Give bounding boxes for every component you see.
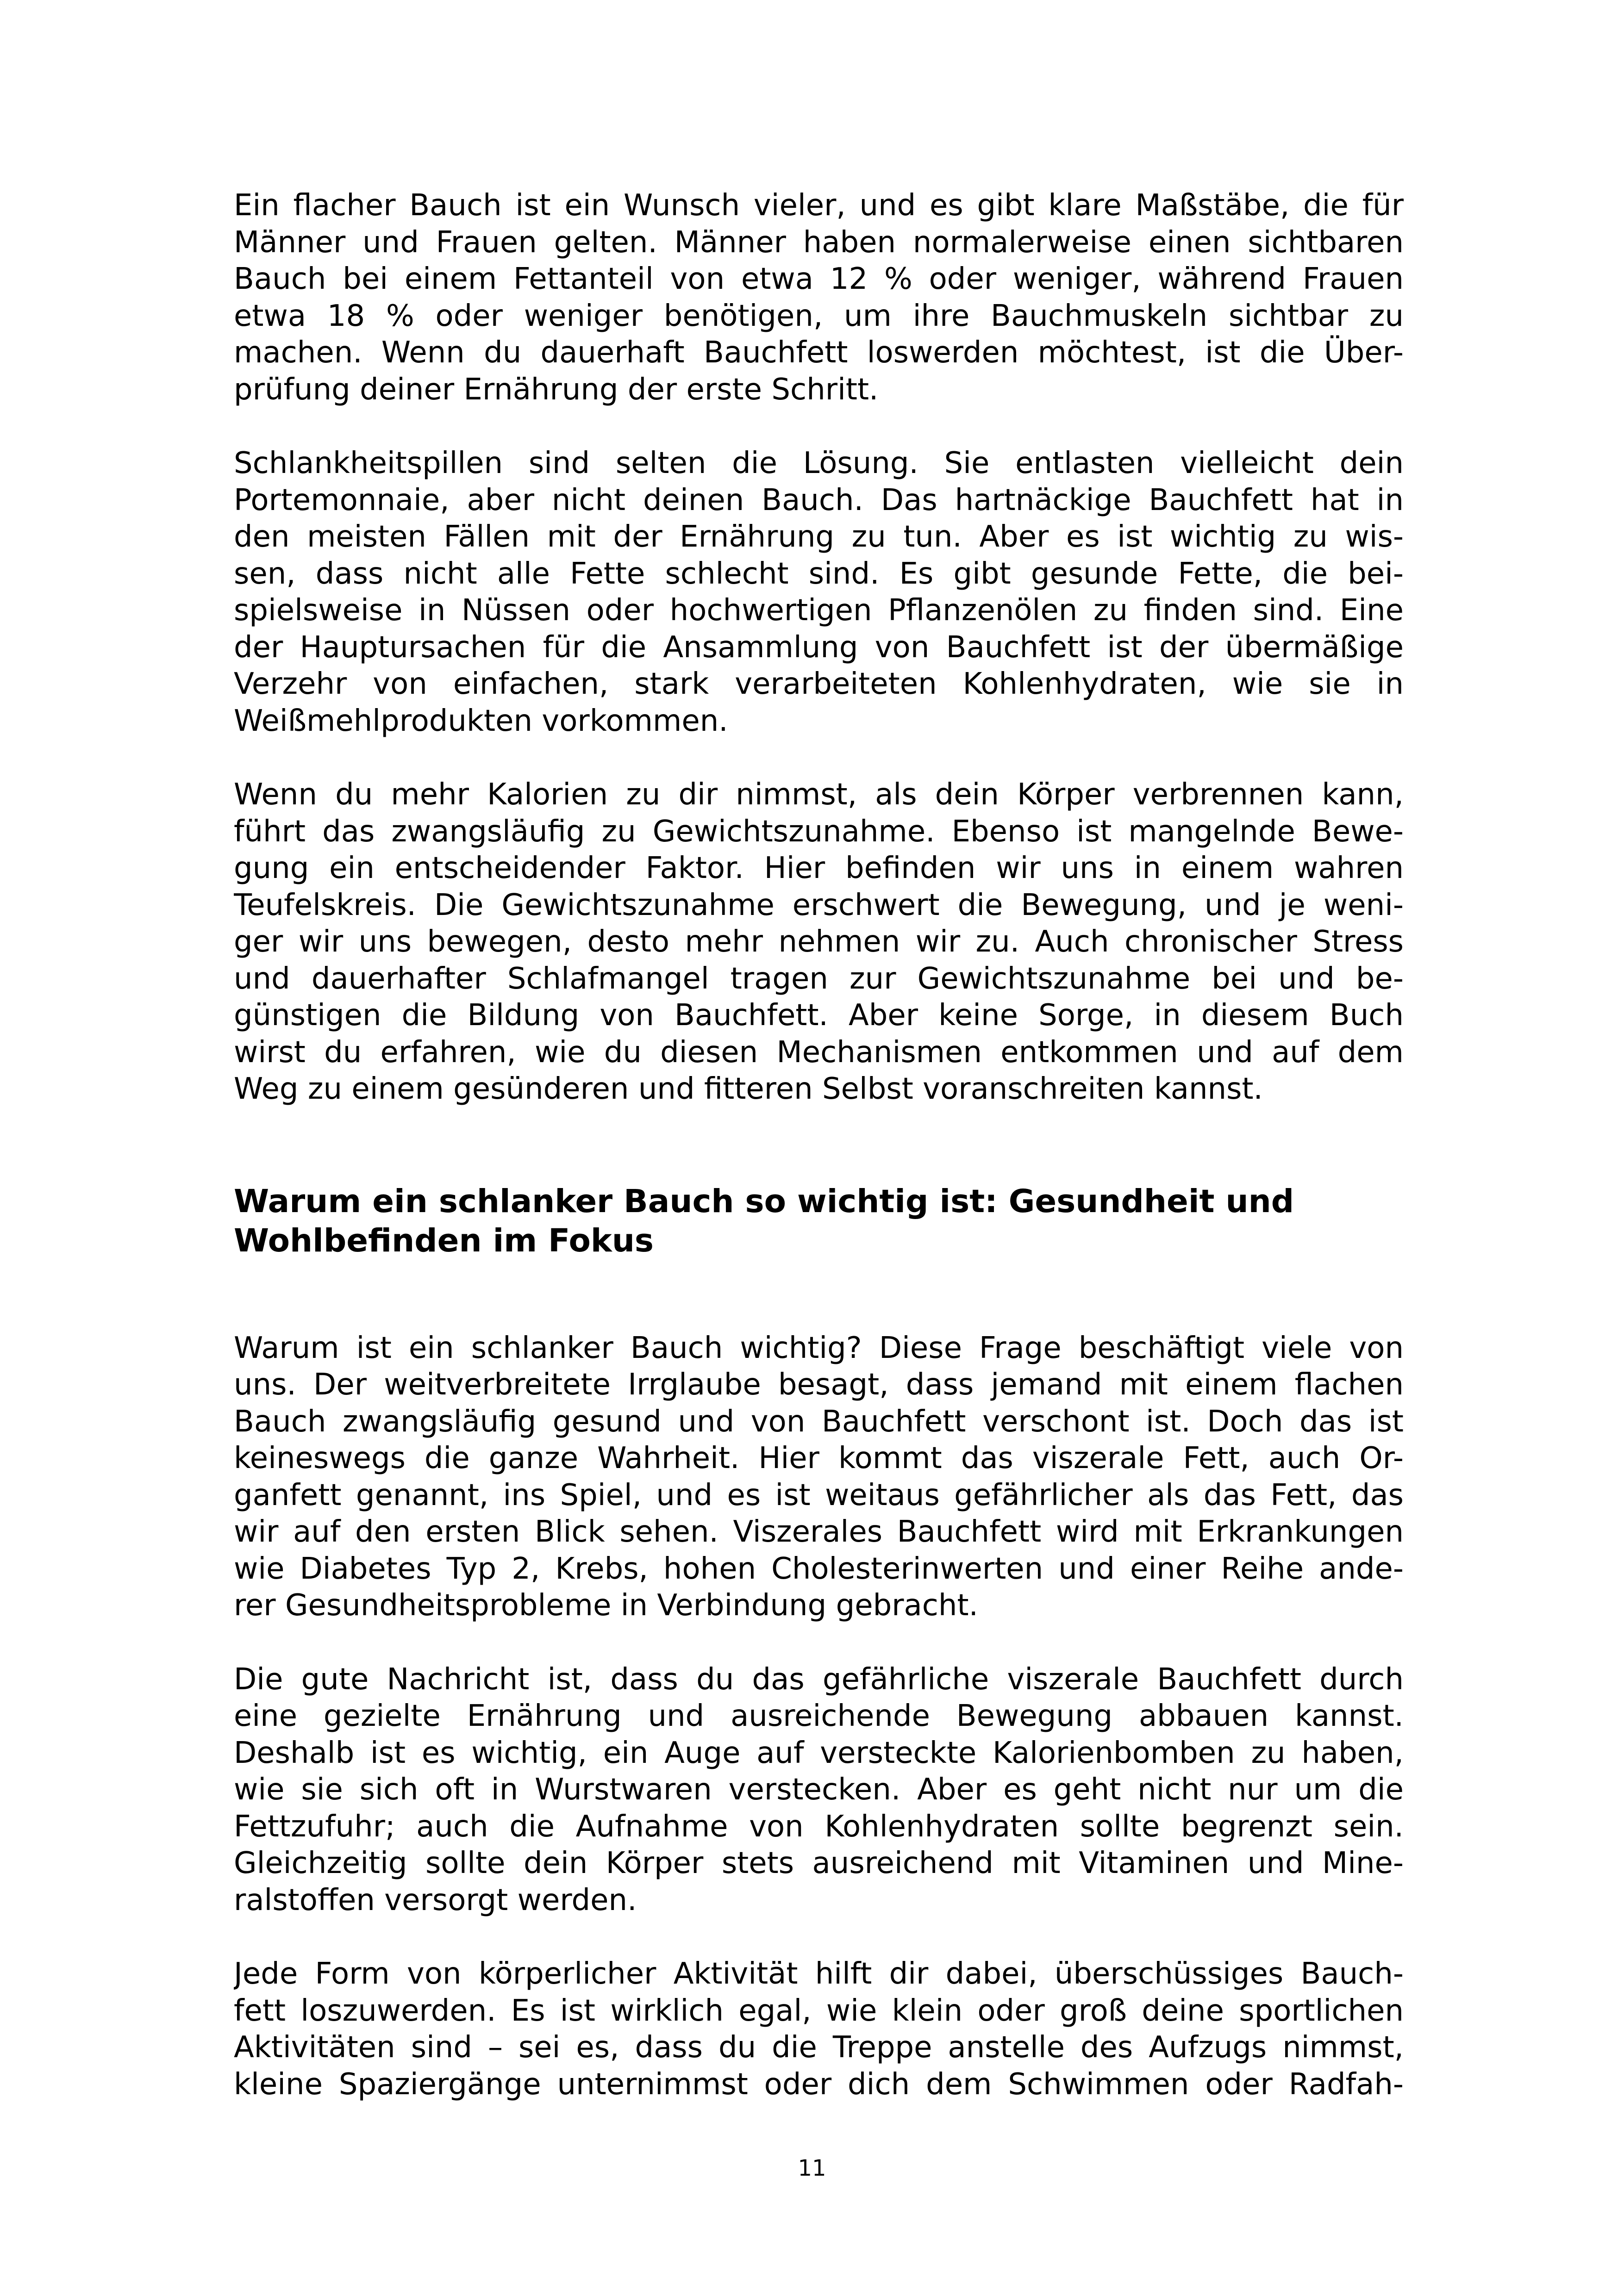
- text-line: wirst du erfahren, wie du diesen Mechanismen entkommen und auf dem: [234, 1035, 1404, 1070]
- section-heading: [234, 1182, 1404, 1261]
- text-line: Bauch zwangsläufig gesund und von Bauchfett verschont ist. Doch das ist: [234, 1404, 1404, 1439]
- paragraph-why-slim: [234, 1330, 1404, 1624]
- text-line: wie Diabetes Typ 2, Krebs, hohen Cholesterinwerten und einer Reihe ande-: [234, 1551, 1404, 1586]
- text-line: Verzehr von einfachen, stark verarbeiteten Kohlenhydraten, wie sie in: [234, 667, 1404, 701]
- text-line: Gleichzeitig sollte dein Körper stets ausreichend mit Vitaminen und Mine-: [234, 1846, 1404, 1880]
- text-line: fett loszuwerden. Es ist wirklich egal, wie klein oder groß deine sportlichen: [234, 1993, 1404, 2028]
- text-line: keineswegs die ganze Wahrheit. Hier kommt das viszerale Fett, auch Or-: [234, 1441, 1404, 1475]
- paragraph-spacer: [234, 1624, 1404, 1661]
- text-line: Deshalb ist es wichtig, ein Auge auf versteckte Kalorienbomben zu haben,: [234, 1736, 1404, 1770]
- paragraph-spacer: [234, 408, 1404, 445]
- text-line: Jede Form von körperlicher Aktivität hilft dir dabei, überschüssiges Bauch-: [234, 1957, 1404, 1991]
- text-line: prüfung deiner Ernährung der erste Schritt.: [234, 372, 879, 407]
- paragraph-calories: [234, 777, 1404, 1108]
- text-line: der Hauptursachen für die Ansammlung von Bauchfett ist der übermäßige: [234, 630, 1404, 665]
- text-line: rer Gesundheitsprobleme in Verbindung gebracht.: [234, 1588, 978, 1623]
- text-line: wie sie sich oft in Wurstwaren verstecken. Aber es geht nicht nur um die: [234, 1773, 1404, 1807]
- text-line: Bauch bei einem Fettanteil von etwa 12 % oder weniger, während Frauen: [234, 262, 1404, 296]
- text-line: und dauerhafter Schlafmangel tragen zur Gewichtszunahme bei und be-: [234, 961, 1404, 996]
- text-line: eine gezielte Ernährung und ausreichende Bewegung abbauen kannst.: [234, 1699, 1404, 1733]
- text-line: Ein flacher Bauch ist ein Wunsch vieler, und es gibt klare Maßstäbe, die für: [234, 188, 1404, 223]
- text-line: führt das zwangsläufig zu Gewichtszunahme. Ebenso ist mangelnde Bewe-: [234, 814, 1404, 849]
- text-line: gung ein entscheidender Faktor. Hier befinden wir uns in einem wahren: [234, 851, 1404, 885]
- text-line: günstigen die Bildung von Bauchfett. Aber keine Sorge, in diesem Buch: [234, 998, 1404, 1033]
- text-line: Teufelskreis. Die Gewichtszunahme erschwert die Bewegung, und je weni-: [234, 888, 1404, 922]
- paragraph-good-news: [234, 1661, 1404, 1919]
- page-number: 11: [798, 2155, 826, 2181]
- text-line: wir auf den ersten Blick sehen. Viszerales Bauchfett wird mit Erkrankungen: [234, 1515, 1404, 1549]
- text-line: uns. Der weitverbreitete Irrglaube besagt, dass jemand mit einem flachen: [234, 1368, 1404, 1402]
- text-line: den meisten Fällen mit der Ernährung zu tun. Aber es ist wichtig zu wis-: [234, 520, 1404, 554]
- section-spacer: [234, 1108, 1404, 1182]
- paragraph-spacer: [234, 1919, 1404, 1956]
- text-line: Fettzufuhr; auch die Aufnahme von Kohlenhydraten sollte begrenzt sein.: [234, 1809, 1404, 1844]
- text-line: machen. Wenn du dauerhaft Bauchfett loswerden möchtest, ist die Über-: [234, 336, 1404, 370]
- text-line: Weißmehlprodukten vorkommen.: [234, 703, 728, 738]
- paragraph-activity: [234, 1956, 1404, 2103]
- text-line: Männer und Frauen gelten. Männer haben normalerweise einen sichtbaren: [234, 225, 1404, 260]
- text-line: kleine Spaziergänge unternimmst oder dich dem Schwimmen oder Radfah-: [234, 2067, 1404, 2102]
- text-line: Portemonnaie, aber nicht deinen Bauch. Das hartnäckige Bauchfett hat in: [234, 483, 1404, 517]
- text-line: sen, dass nicht alle Fette schlecht sind. Es gibt gesunde Fette, die bei-: [234, 556, 1404, 591]
- text-line: etwa 18 % oder weniger benötigen, um ihre Bauchmuskeln sichtbar zu: [234, 299, 1404, 333]
- text-column: [234, 187, 1404, 2103]
- text-line: spielsweise in Nüssen oder hochwertigen Pflanzenölen zu finden sind. Eine: [234, 593, 1404, 628]
- text-line: Weg zu einem gesünderen und fitteren Selbst voranschreiten kannst.: [234, 1072, 1263, 1106]
- section-spacer: [234, 1261, 1404, 1330]
- heading-line: Warum ein schlanker Bauch so wichtig ist: Gesundheit und: [234, 1182, 1294, 1220]
- text-line: Die gute Nachricht ist, dass du das gefährliche viszerale Bauchfett durch: [234, 1662, 1404, 1697]
- text-line: ganfett genannt, ins Spiel, und es ist weitaus gefährlicher als das Fett, das: [234, 1478, 1404, 1512]
- paragraph-spacer: [234, 740, 1404, 777]
- text-line: ger wir uns bewegen, desto mehr nehmen wir zu. Auch chronischer Stress: [234, 925, 1404, 959]
- heading-line: Wohlbefinden im Fokus: [234, 1222, 654, 1259]
- text-line: Warum ist ein schlanker Bauch wichtig? Diese Frage beschäftigt viele von: [234, 1331, 1404, 1365]
- text-line: ralstoffen versorgt werden.: [234, 1883, 637, 1917]
- text-line: Wenn du mehr Kalorien zu dir nimmst, als dein Körper verbrennen kann,: [234, 778, 1404, 812]
- paragraph-intro: [234, 187, 1404, 408]
- text-line: Schlankheitspillen sind selten die Lösung. Sie entlasten vielleicht dein: [234, 446, 1404, 480]
- text-line: Aktivitäten sind – sei es, dass du die Treppe anstelle des Aufzugs nimmst,: [234, 2030, 1404, 2065]
- paragraph-diet-pills: [234, 445, 1404, 740]
